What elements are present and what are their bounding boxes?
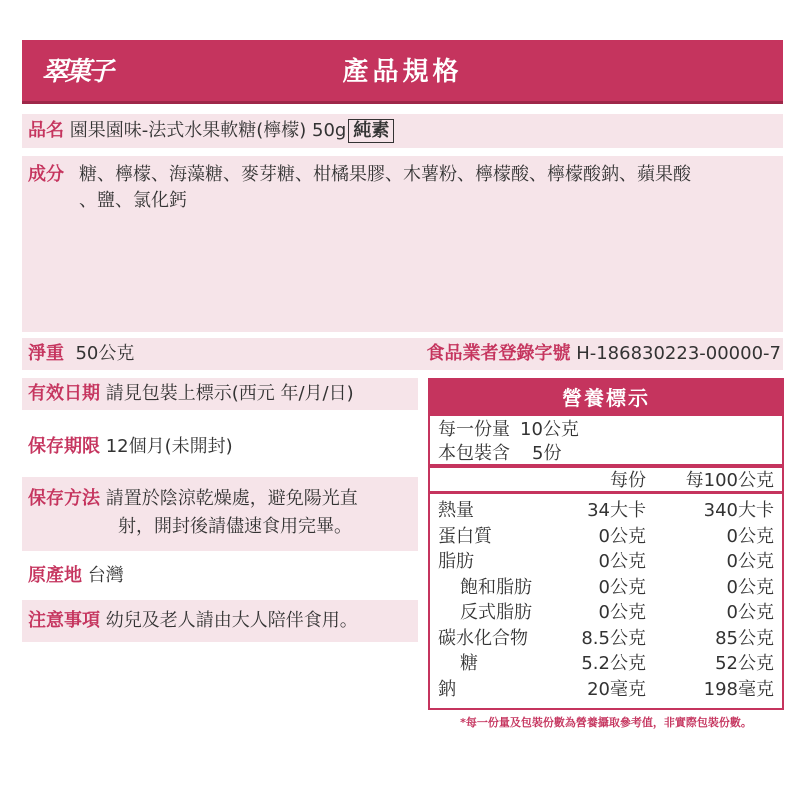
per-100g-value: 340大卡 bbox=[703, 500, 774, 521]
origin-value: 台灣 bbox=[87, 565, 124, 586]
nutrition-table bbox=[428, 378, 784, 710]
nutrition-column-header bbox=[430, 468, 782, 494]
serving-size bbox=[438, 418, 782, 442]
expiry-value: 請見包裝上標示(西元 年/月/日) bbox=[105, 383, 354, 404]
table-row bbox=[430, 549, 782, 575]
storage-row bbox=[22, 477, 418, 551]
nutrition-title: 營養標示 bbox=[430, 380, 782, 416]
servings-value: 5份 bbox=[532, 443, 562, 464]
table-row bbox=[430, 677, 782, 703]
table-row bbox=[430, 651, 782, 677]
per-serving-value: 34大卡 bbox=[587, 500, 646, 521]
page-header bbox=[22, 40, 783, 104]
nutrient-name: 熱量 bbox=[438, 500, 474, 521]
shelf-life-label: 保存期限 bbox=[28, 436, 100, 457]
storage-label: 保存方法 bbox=[28, 488, 100, 509]
per-serving-value: 0公克 bbox=[598, 525, 646, 547]
page-title: 產品規格 bbox=[342, 57, 463, 87]
per-100g-value: 0公克 bbox=[726, 576, 774, 598]
ingredients-line-1: 糖、檸檬、海藻糖、麥芽糖、柑橘果膠、木薯粉、檸檬酸、檸檬酸鈉、蘋果酸 bbox=[79, 164, 691, 185]
servings-per-package bbox=[438, 442, 782, 466]
ingredients-label: 成分 bbox=[28, 164, 64, 185]
table-row bbox=[430, 626, 782, 652]
origin-row bbox=[22, 559, 418, 593]
storage-value-1: 請置於陰涼乾燥處，避免陽光直 bbox=[105, 488, 358, 509]
notice-value: 幼兒及老人請由大人陪伴食用。 bbox=[105, 610, 358, 631]
shelf-life-row bbox=[22, 428, 418, 466]
registration-label: 食品業者登錄字號 bbox=[426, 343, 571, 364]
net-weight-value: 50公克 bbox=[75, 343, 135, 364]
per-serving-value: 20毫克 bbox=[587, 678, 646, 700]
product-name-row bbox=[22, 114, 783, 148]
table-row bbox=[430, 575, 782, 601]
table-row bbox=[430, 600, 782, 626]
per-serving-value: 0公克 bbox=[598, 551, 646, 572]
per-serving-value: 0公克 bbox=[598, 602, 646, 623]
notice-row bbox=[22, 600, 418, 642]
expiry-row bbox=[22, 378, 418, 410]
product-name-label: 品名 bbox=[28, 120, 64, 141]
product-name-value: 園果園味-法式水果軟糖(檸檬) 50g bbox=[69, 120, 347, 141]
origin-label: 原產地 bbox=[28, 565, 82, 586]
col-per-serving: 每份 bbox=[610, 470, 646, 491]
nutrient-name: 鈉 bbox=[438, 678, 456, 700]
serving-size-label: 每一份量 bbox=[438, 419, 510, 440]
notice-label: 注意事項 bbox=[28, 610, 100, 631]
table-row bbox=[430, 524, 782, 550]
per-100g-value: 0公克 bbox=[726, 551, 774, 572]
nutrient-name: 糖 bbox=[460, 653, 478, 674]
ingredients-line-2: 、鹽、氯化鈣 bbox=[79, 190, 187, 211]
nutrient-name: 蛋白質 bbox=[438, 525, 492, 547]
expiry-label: 有效日期 bbox=[28, 383, 100, 404]
registration-value: H-186830223-00000-7 bbox=[576, 343, 781, 364]
nutrient-name: 飽和脂肪 bbox=[460, 576, 532, 598]
nutrition-footnote: *每一份量及包裝份數為營養攝取參考值，非實際包裝份數。 bbox=[460, 716, 752, 729]
registration bbox=[426, 338, 781, 370]
serving-info bbox=[430, 416, 782, 468]
per-100g-value: 198毫克 bbox=[703, 678, 774, 700]
net-weight bbox=[28, 338, 134, 370]
table-row bbox=[430, 498, 782, 524]
per-serving-value: 5.2公克 bbox=[581, 653, 646, 674]
ingredients-text bbox=[79, 162, 773, 214]
per-100g-value: 0公克 bbox=[726, 602, 774, 623]
nutrient-name: 碳水化合物 bbox=[438, 627, 528, 649]
weight-registration-row bbox=[22, 338, 783, 370]
per-serving-value: 8.5公克 bbox=[581, 627, 646, 649]
storage-value-2: 射，開封後請儘速食用完畢。 bbox=[118, 516, 352, 537]
vegan-badge: 純素 bbox=[348, 119, 394, 143]
servings-label: 本包裝含 bbox=[438, 443, 510, 464]
per-100g-value: 0公克 bbox=[726, 525, 774, 547]
serving-size-value: 10公克 bbox=[520, 419, 579, 440]
storage-line-1 bbox=[28, 485, 418, 513]
per-100g-value: 85公克 bbox=[715, 627, 774, 649]
shelf-life-value: 12個月(未開封) bbox=[105, 436, 233, 457]
nutrition-rows bbox=[430, 494, 782, 702]
nutrient-name: 反式脂肪 bbox=[460, 602, 532, 623]
per-100g-value: 52公克 bbox=[715, 653, 774, 674]
ingredients-row bbox=[22, 156, 783, 332]
net-weight-label: 淨重 bbox=[28, 343, 64, 364]
col-per-100g: 每100公克 bbox=[685, 470, 774, 491]
nutrient-name: 脂肪 bbox=[438, 551, 474, 572]
brand-logo: 翠菓子 bbox=[42, 57, 112, 87]
per-serving-value: 0公克 bbox=[598, 576, 646, 598]
